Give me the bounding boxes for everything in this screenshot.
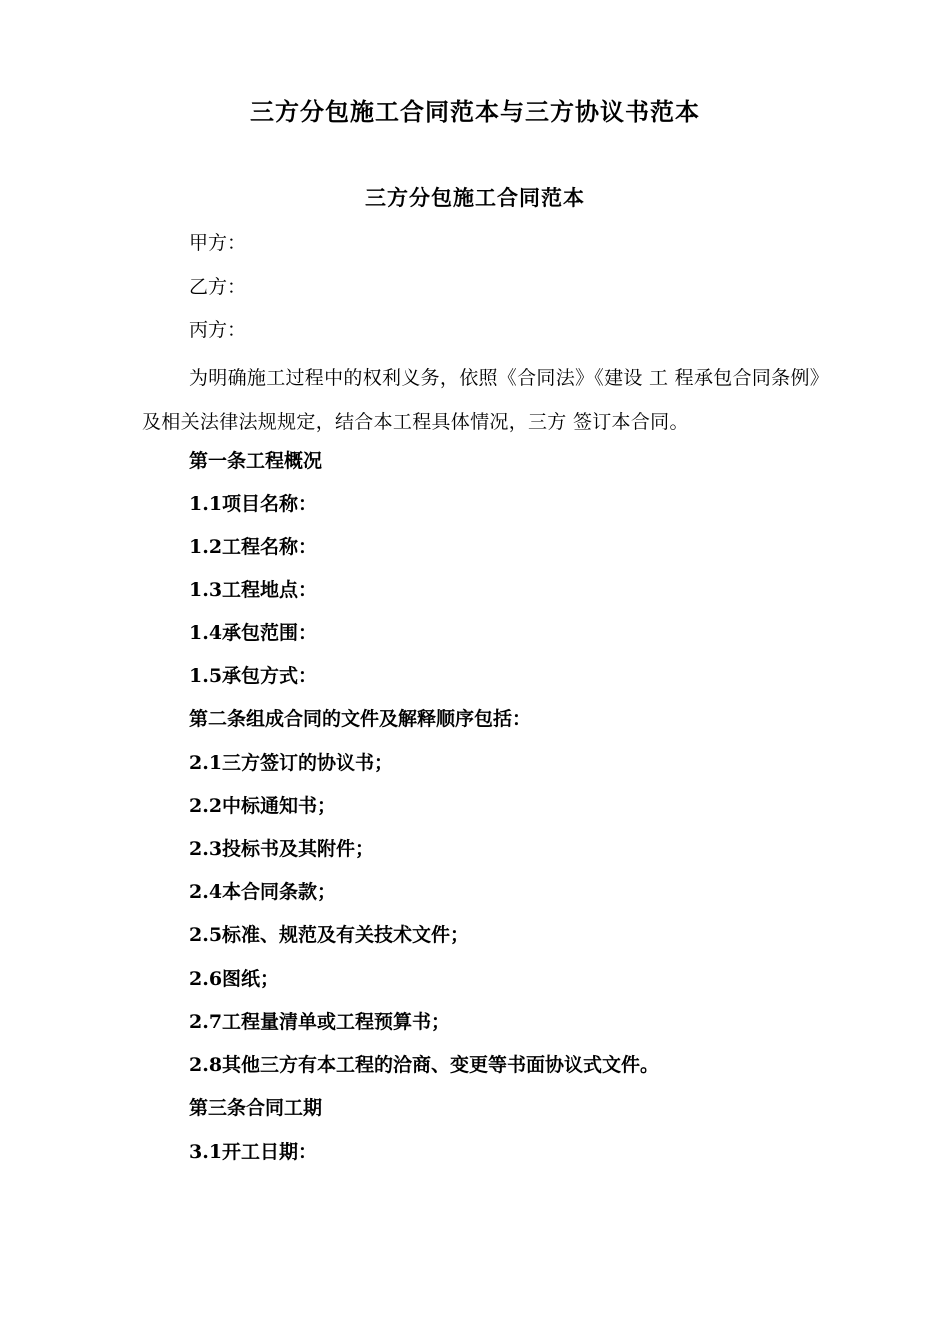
article-3-heading: 第三条合同工期 xyxy=(189,1097,323,1119)
article-1-heading: 第一条工程概况 xyxy=(189,450,323,472)
document-title: 三方分包施工合同范本与三方协议书范本 xyxy=(250,97,700,126)
article-1-item: 1.3工程地点： xyxy=(189,579,318,601)
contract-subtitle: 三方分包施工合同范本 xyxy=(365,185,585,210)
party-c-label: 丙方： xyxy=(189,319,247,341)
party-b-label: 乙方： xyxy=(189,276,247,298)
article-2-item: 2.8其他三方有本工程的洽商、变更等书面协议式文件。 xyxy=(189,1054,660,1076)
article-2-item: 2.1三方签订的协议书； xyxy=(189,752,394,774)
article-1-item: 1.2工程名称： xyxy=(189,536,318,558)
article-2-item: 2.4本合同条款； xyxy=(189,881,337,903)
intro-paragraph: 为明确施工过程中的权利义务，依照《合同法》《建设 工 程承包合同条例》及相关法律法规规定，结合本工程具体情况，三方 签订本合同。 xyxy=(142,367,820,433)
article-1-item: 1.5承包方式： xyxy=(189,665,318,687)
article-2-item: 2.2中标通知书； xyxy=(189,795,337,817)
article-2-item: 2.5标准、规范及有关技术文件； xyxy=(189,924,470,946)
article-2-heading: 第二条组成合同的文件及解释顺序包括： xyxy=(189,708,532,730)
party-a-label: 甲方： xyxy=(189,232,247,254)
article-1-item: 1.4承包范围： xyxy=(189,622,318,644)
article-3-item: 3.1开工日期： xyxy=(189,1141,318,1163)
article-2-item: 2.3投标书及其附件； xyxy=(189,838,375,860)
article-2-item: 2.6图纸； xyxy=(189,968,280,990)
article-1-item: 1.1项目名称： xyxy=(189,493,318,515)
article-2-item: 2.7工程量清单或工程预算书； xyxy=(189,1011,451,1033)
